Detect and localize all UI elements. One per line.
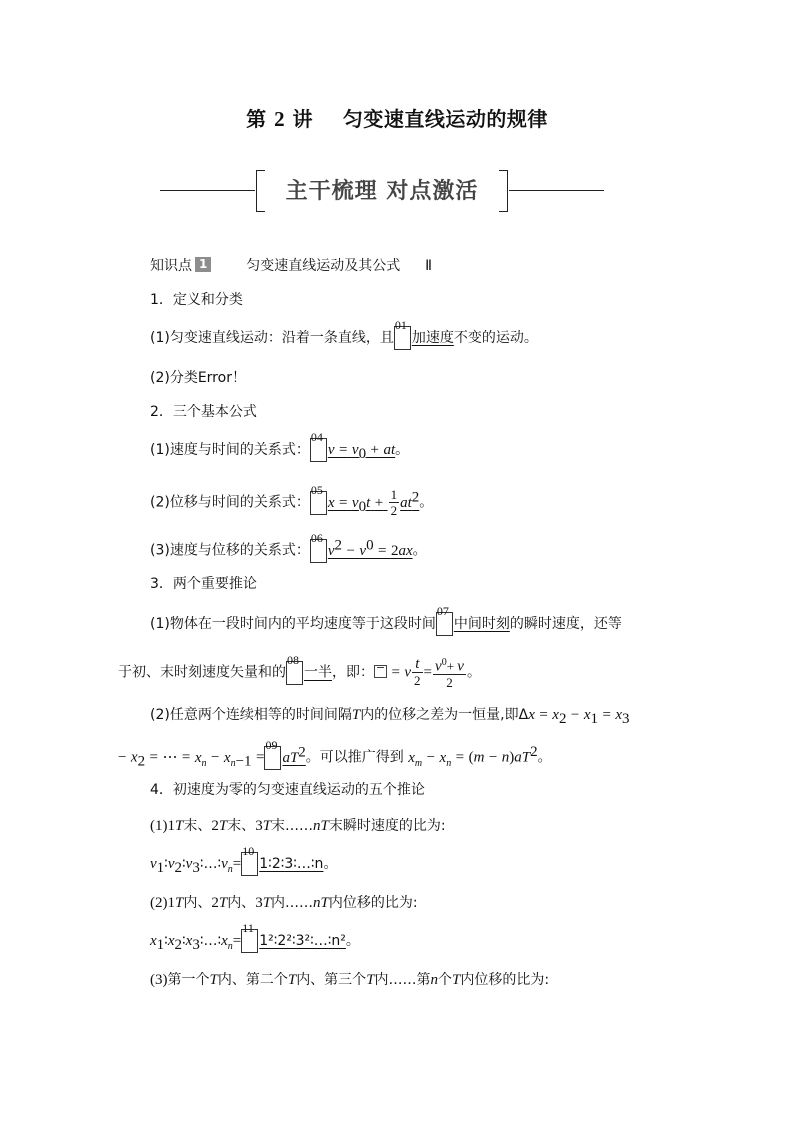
banner-bracket-right xyxy=(499,170,508,212)
box-number: 06 xyxy=(310,530,323,545)
answer-text: 1∶2∶3∶…∶n xyxy=(259,856,324,872)
section-3-para-2b: − $x_2$ = ⋯ = $x_n - x_{n-1}$ = 09 $aT^2$。可以推广得到 $x_m - x_n = (m - n)aT^2$。 xyxy=(118,737,552,770)
section-1-para-2: (2)分类Error！ xyxy=(150,370,246,386)
section-4-ratio-1: $v_1∶v_2∶v_3∶\dots∶v_n=$ 10 1∶2∶3∶…∶n。 xyxy=(150,844,338,876)
section-2-heading: 2．三个基本公式 xyxy=(150,404,257,420)
para-text: (1)物体在一段时间内的平均速度等于这段时间 xyxy=(150,616,436,632)
answer-aT2: $aT^2$ xyxy=(282,744,306,766)
banner-rule-left xyxy=(160,190,255,191)
formula-label: (2)位移与时间的关系式： xyxy=(150,494,310,511)
para-tail: ，即： xyxy=(332,664,374,681)
para-text: (1)匀变速直线运动：沿着一条直线，且 xyxy=(150,330,394,346)
box-number: 10 xyxy=(242,844,255,858)
page-title xyxy=(0,103,794,132)
para-text: (2)任意两个连续相等的时间间隔 xyxy=(150,707,352,723)
answer-box xyxy=(310,482,327,515)
formula-3: $v^2 - v^0 = 2ax$ xyxy=(327,537,413,559)
knowledge-level: Ⅱ xyxy=(425,258,433,274)
para-text: 内位移的比为: xyxy=(460,972,550,988)
answer-box xyxy=(394,318,411,350)
section-3-heading: 3．两个重要推论 xyxy=(150,576,257,592)
title-prefix: 第 xyxy=(246,107,267,131)
section-3-para-1a xyxy=(150,604,622,636)
formula-2: $x = v_0t$ + $\frac{1}{2}$ $at^2$ xyxy=(327,487,420,519)
formula-1: $v = v_0$ + at xyxy=(327,442,396,462)
answer-box xyxy=(241,844,258,876)
answer-box xyxy=(264,737,281,770)
box-number: 05 xyxy=(310,482,323,497)
section-3-para-2a: (2)任意两个连续相等的时间间隔T内的位移之差为一恒量,即$\Delta x = x_2 - x_1 = x_3$ xyxy=(150,707,630,727)
formula-displacement-time: (2)位移与时间的关系式： 05 $x = v_0t$ + $\frac{1}{2}$ $at^2$。 xyxy=(150,482,434,519)
box-number: 08 xyxy=(287,652,299,667)
section-4-para-2: (2)1T内、2T内、3T内……nT内位移的比为: xyxy=(150,895,418,911)
para-text-2: 内的位移之差为一恒量,即Δ xyxy=(360,707,529,723)
section-4-ratio-2: $x_1∶x_2∶x_3∶\dots∶x_n=$ 11 1²∶2²∶3²∶…∶n²。 xyxy=(150,921,360,953)
banner-rule-right xyxy=(509,190,604,191)
section-1-para-1 xyxy=(150,318,538,350)
box-number: 04 xyxy=(310,430,323,444)
section-4-para-3: (3)第一个T内、第二个T内、第三个T内……第n个T内位移的比为: xyxy=(150,972,550,988)
formula-velocity-time: (1)速度与时间的关系式： 04 $v = v_0$ + at。 xyxy=(150,430,410,462)
title-number: 2 xyxy=(274,107,286,131)
section-1-heading: 1．定义和分类 xyxy=(150,292,243,308)
knowledge-point-header xyxy=(150,256,432,276)
para-text: 于初、末时刻速度矢量和的 xyxy=(118,664,286,681)
answer-box xyxy=(310,430,327,462)
answer-text: 加速度 xyxy=(411,330,454,346)
formula-label: (3)速度与位移的关系式： xyxy=(150,542,310,559)
box-number: 11 xyxy=(242,921,254,935)
para-tail: 的瞬时速度，还等 xyxy=(509,616,622,632)
answer-text: 一半 xyxy=(304,664,332,681)
formula-label: (1)速度与时间的关系式： xyxy=(150,442,310,458)
symbol-T: T xyxy=(351,707,361,723)
mean-velocity-symbol xyxy=(374,665,387,678)
para-tail: 。可以推广得到 xyxy=(305,749,404,766)
answer-text: 中间时刻 xyxy=(453,616,510,632)
section-4-heading: 4．初速度为零的匀变速直线运动的五个推论 xyxy=(150,782,425,798)
title-main: 匀变速直线运动的规律 xyxy=(342,107,548,131)
box-number: 07 xyxy=(436,604,449,618)
knowledge-badge: 1 xyxy=(195,257,211,272)
formula-velocity-displacement: (3)速度与位移的关系式： 06 $v^2 - v^0 = 2ax$。 xyxy=(150,535,427,563)
knowledge-topic: 匀变速直线运动及其公式 xyxy=(246,258,401,274)
box-number: 09 xyxy=(265,737,278,752)
para-text: 内位移的比为: xyxy=(328,895,418,911)
section-banner xyxy=(160,170,604,214)
banner-text: 主干梳理 对点激活 xyxy=(285,178,479,204)
box-number: 01 xyxy=(394,318,407,332)
answer-text: 1²∶2²∶3²∶…∶n² xyxy=(259,933,346,949)
para-tail: 不变的运动。 xyxy=(453,330,538,346)
section-3-para-1b: 于初、末时刻速度矢量和的 08 一半，即： = v $\frac{t}{2}$ = $\frac{v^0+ v}{2}$ 。 xyxy=(118,652,481,691)
answer-box xyxy=(436,604,453,636)
knowledge-label: 知识点 xyxy=(150,258,192,274)
section-4-para-1: (1)1T末、2T末、3T末……nT末瞬时速度的比为: xyxy=(150,818,446,834)
answer-box xyxy=(310,530,327,563)
answer-box xyxy=(241,921,258,953)
answer-box xyxy=(286,652,303,685)
banner-bracket-left xyxy=(256,170,265,212)
para-text: 末瞬时速度的比为: xyxy=(328,818,446,834)
title-suffix: 讲 xyxy=(292,107,314,131)
